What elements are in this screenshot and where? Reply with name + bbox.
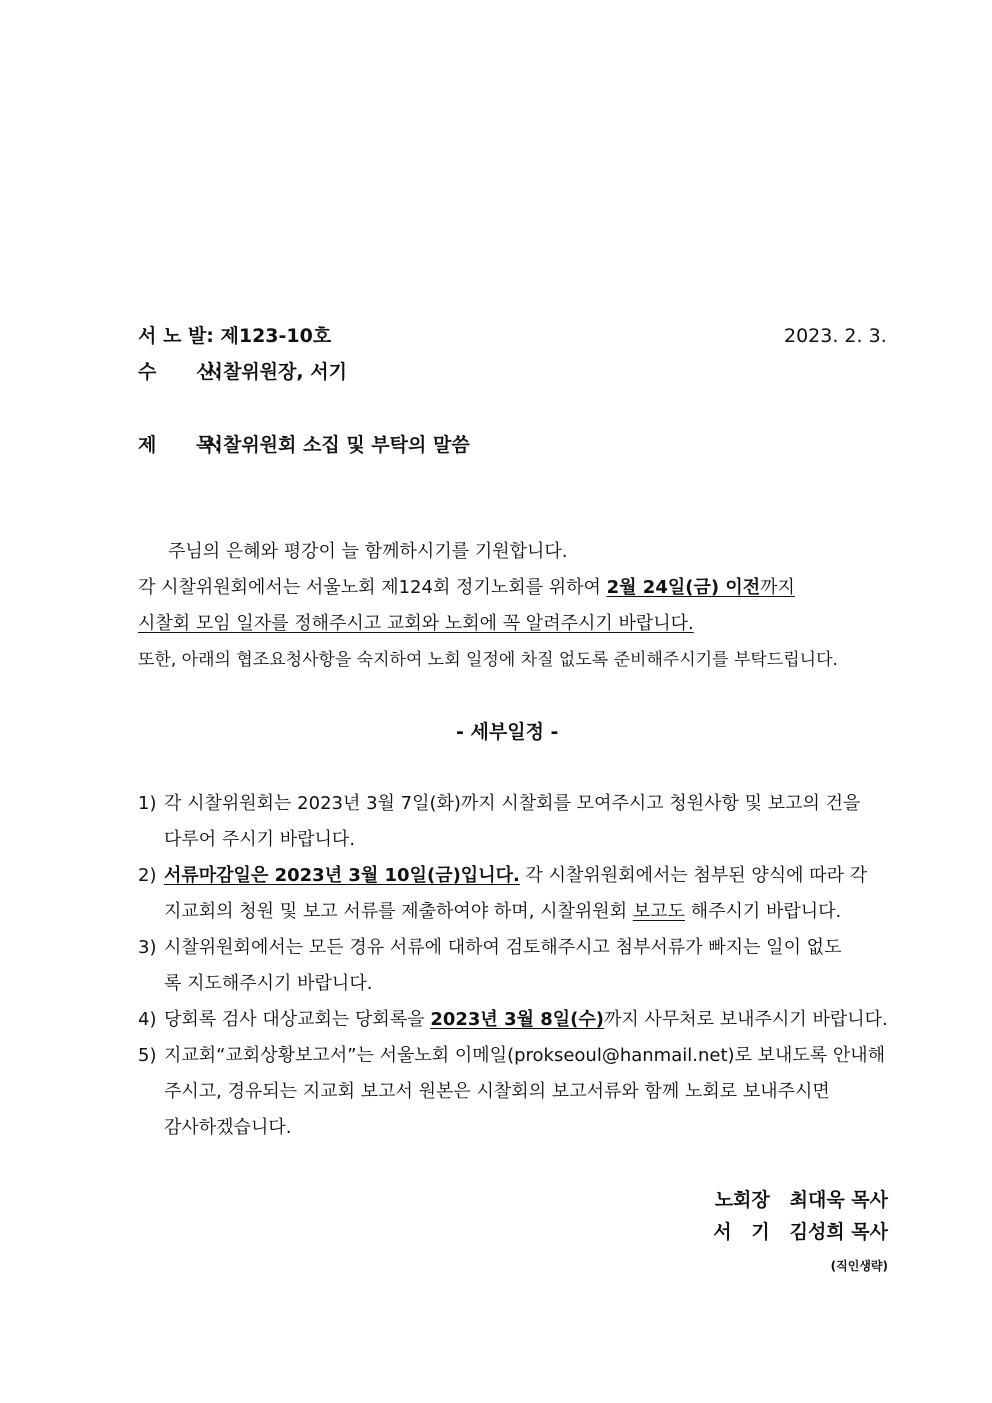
report-emphasis: 보고도	[632, 901, 685, 922]
list-item-text: 지교회“교회상황보고서”는 서울노회 이메일(prokseoul@hanmail.net)로 보내도록 안내해	[164, 1045, 886, 1066]
list-item-5	[138, 1044, 885, 1068]
list-item-text: 시찰위원회에서는 모든 경유 서류에 대하여 검토해주시고 첨부서류가 빠지는 일이 없도	[164, 937, 842, 958]
list-item-number: 5)	[138, 1045, 157, 1066]
doc-number: 제123-10호	[220, 325, 332, 347]
doc-number-label: 서 노 발:	[138, 325, 214, 347]
list-item-2-cont	[164, 900, 841, 924]
subject-label: 제 목:	[138, 434, 222, 456]
greeting: 주님의 은혜와 평강이 늘 함께하시기를 기원합니다.	[168, 541, 568, 562]
subject-line	[138, 433, 470, 457]
signature-moderator: 노회장 최대욱 목사	[714, 1189, 888, 1211]
minutes-deadline: 2023년 3월 8일(수)	[430, 1009, 605, 1030]
section-title: - 세부일정 -	[456, 721, 559, 743]
paragraph-1-text: 각 시찰위원회에서는 서울노회 제124회 정기노회를 위하여	[138, 577, 607, 598]
list-item-number: 3)	[138, 937, 157, 958]
list-item-3	[138, 936, 841, 960]
list-item-text: 각 시찰위원회는 2023년 3월 7일(화)까지 시찰회를 모여주시고 청원사항 및 보고의 건을	[164, 793, 861, 814]
signature-clerk: 서 기 김성희 목사	[713, 1221, 888, 1243]
list-item-5-cont-2: 감사하겠습니다.	[164, 1117, 292, 1138]
list-item-text: 해주시기 바랍니다.	[684, 901, 842, 922]
list-item-text: 당회록 검사 대상교회는 당회록을	[164, 1009, 431, 1030]
list-item-1-cont: 다루어 주시기 바랍니다.	[164, 829, 356, 850]
seal-omitted-note: (직인생략)	[830, 1259, 888, 1273]
paragraph-1-line-2: 시찰회 모임 일자를 정해주시고 교회와 노회에 꼭 알려주시기 바랍니다.	[138, 613, 694, 634]
list-item-number: 2)	[138, 865, 157, 886]
list-item-3-cont: 록 지도해주시기 바랍니다.	[164, 973, 373, 994]
list-item-text: 지교회의 청원 및 보고 서류를 제출하여야 하며, 시찰위원회	[164, 901, 633, 922]
doc-date: 2023. 2. 3.	[784, 325, 887, 347]
deadline-date: 2월 24일(금) 이전	[606, 577, 761, 598]
paragraph-1-line-1	[138, 576, 795, 600]
recipient-line	[138, 360, 347, 384]
list-item-1	[138, 792, 860, 816]
list-item-number: 4)	[138, 1009, 157, 1030]
recipient: 시찰위원장, 서기	[204, 361, 347, 383]
list-item-number: 1)	[138, 793, 157, 814]
paragraph-2: 또한, 아래의 협조요청사항을 숙지하여 노회 일정에 차질 없도록 준비해주시기를 부탁드립니다.	[138, 650, 838, 670]
list-item-text: 까지 사무처로 보내주시기 바랍니다.	[604, 1009, 888, 1030]
submission-deadline: 서류마감일은 2023년 3월 10일(금)입니다.	[164, 865, 520, 886]
list-item-5-cont-1: 주시고, 경유되는 지교회 보고서 원본은 시찰회의 보고서류와 함께 노회로 보내주시면	[164, 1081, 830, 1102]
list-item-text: 각 시찰위원회에서는 첨부된 양식에 따라 각	[519, 865, 868, 886]
list-item-4	[138, 1008, 888, 1032]
paragraph-1-suffix: 까지	[760, 577, 795, 598]
recipient-label: 수 신:	[138, 361, 222, 383]
list-item-2	[138, 864, 867, 888]
subject: 시찰위원회 소집 및 부탁의 말씀	[204, 434, 470, 456]
doc-number-line	[138, 324, 331, 348]
